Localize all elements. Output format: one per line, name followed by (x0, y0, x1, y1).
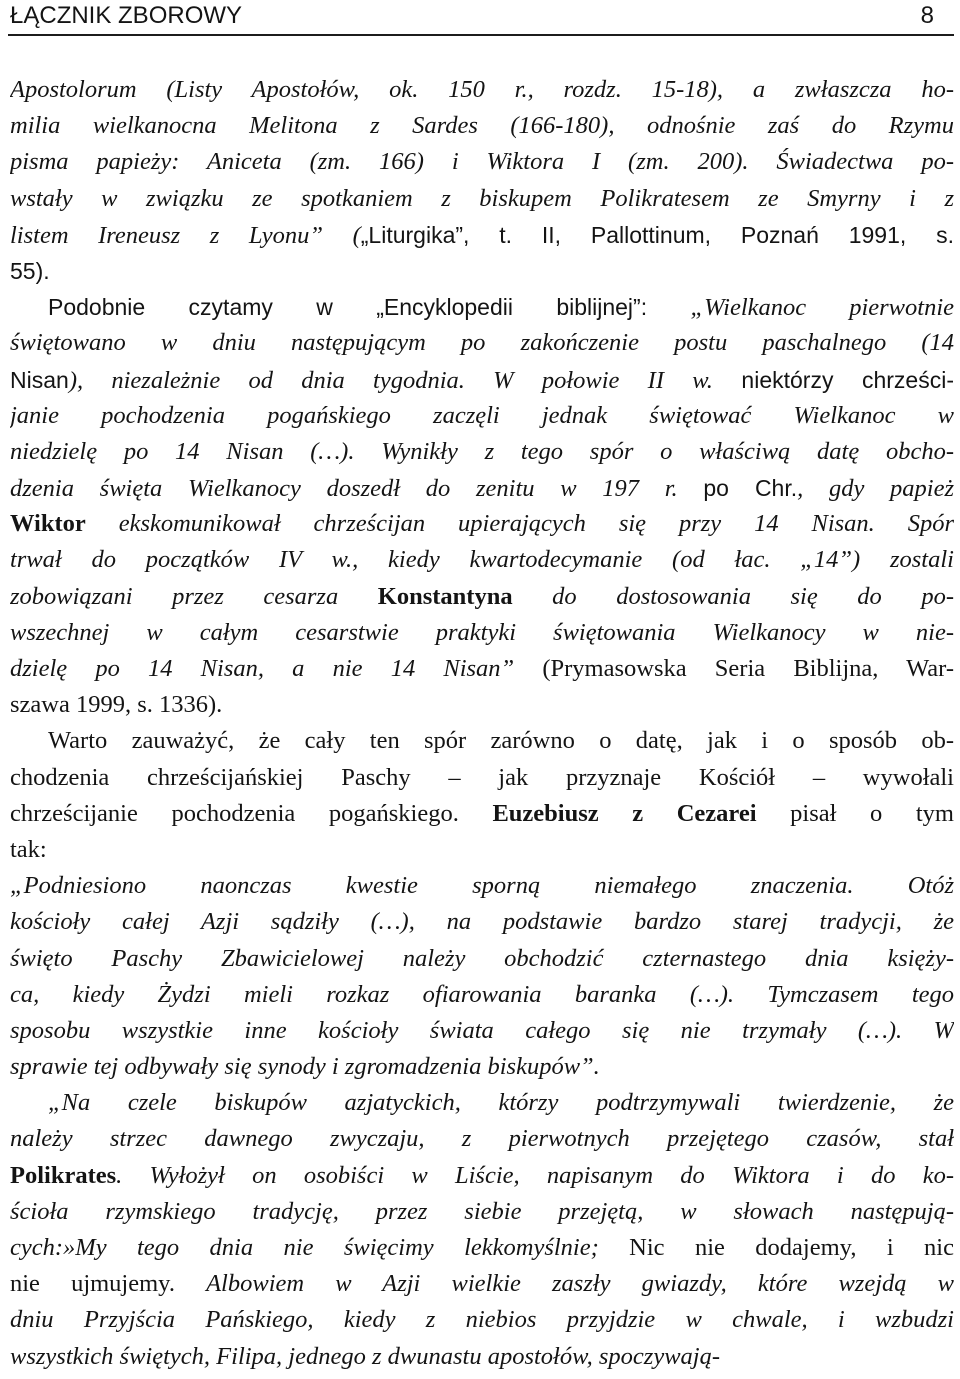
text-run: cych:»My tego dnia nie święcimy lekkomyślnie; (10, 1234, 630, 1261)
text-run: Wynikły z tego spór o właściwą datę obcho- (381, 437, 954, 465)
text-run: , kiedy kwartodecymanie (od łac. „14”) zostali (352, 546, 954, 574)
text-line (10, 542, 954, 578)
text-line (10, 108, 954, 144)
text-run: (Prymasowska Seria Biblijna, War- (514, 655, 954, 682)
text-run: Apostolorum (Listy Apostołów, ok. 150 r., rozdz. 15-18), a zwłaszcza ho- (10, 76, 954, 103)
text-line (10, 325, 954, 361)
text-run: po Chr. (703, 475, 798, 502)
text-run: 55). (10, 257, 50, 284)
text-run: „Liturgika”, t. II, Pallottinum, Poznań 1991, s. (360, 221, 954, 248)
text-line (10, 181, 954, 217)
text-run: chodzenia chrześcijańskiej Paschy – jak przyznaje Kościół – wywołali (10, 763, 954, 791)
text-run: Polikrates (10, 1161, 117, 1189)
text-run: wszystkich świętych, Filipa, jednego z dwunastu apostołów, spoczywają- (10, 1342, 720, 1370)
text-line (10, 506, 954, 542)
text-run: zobowiązani przez cesarza (10, 582, 378, 610)
text-line (10, 977, 954, 1013)
text-run: . Wyłożył on osobiści w Liście, napisanym do Wiktora i do ko- (116, 1161, 954, 1189)
text-line (10, 760, 954, 796)
text-run: chrześcijanie pochodzenia pogańskiego. (10, 799, 493, 827)
text-run: kościoły całej Azji sądziły (…), na podstawie bardzo starej tradycji, że (10, 908, 954, 936)
text-line (10, 144, 954, 180)
text-run: należy strzec dawnego zwyczaju, z pierwotnych przejętego czasów, stał (10, 1125, 954, 1153)
text-line (10, 1013, 954, 1049)
text-run: ekskomunikował chrześcijan upierających się przy 14 Nisan. Spór (85, 510, 954, 538)
text-run: niektórzy chrześci- (712, 366, 954, 393)
text-line (10, 1085, 954, 1121)
text-run: ), niezależnie od dnia tygodnia. W połowie II w. (68, 366, 713, 394)
text-run: niedzielę po 14 Nisan (…). (10, 437, 382, 465)
text-line (10, 1339, 954, 1375)
text-run: „Podniesiono naonczas kwestie sporną niemałego znaczenia. Otóż (10, 872, 954, 900)
text-run: ścioła rzymskiego tradycję, przez siebie przejętą, w słowach następują- (10, 1197, 954, 1225)
text-line (10, 253, 954, 289)
text-line (10, 615, 954, 651)
text-line (10, 217, 954, 253)
text-run: pisma papieży: Aniceta (zm. 166) i Wiktora I (zm. 200). Świadectwa po- (10, 148, 954, 176)
text-run: ca, kiedy Żydzi mieli rozkaz ofiarowania baranka (…). Tymczasem tego (10, 980, 954, 1008)
page-header (8, 0, 954, 36)
text-line (10, 1158, 954, 1194)
text-run: „Na czele biskupów azjatyckich, którzy podtrzymywali twierdzenie, że (48, 1089, 954, 1117)
text-line (10, 434, 954, 470)
text-line (10, 868, 954, 904)
text-run: sposobu wszystkie inne kościoły świata całego się nie trzymały (…). W (10, 1016, 954, 1044)
text-line (10, 1266, 954, 1302)
text-line (10, 1121, 954, 1157)
running-title: ŁĄCZNIK ZBOROWY (10, 2, 243, 29)
text-run: pisał o tym (756, 799, 954, 827)
text-run: dzenia święta Wielkanocy doszedł do zenitu w 197 r. (10, 475, 704, 503)
text-run: milia wielkanocna Melitona z Sardes (166-180), odnośnie zaś do Rzymu (10, 112, 954, 140)
text-line (10, 1302, 954, 1338)
text-line (10, 941, 954, 977)
text-run: Euzebiusz z Cezarei (492, 799, 757, 827)
text-line (10, 832, 954, 868)
text-run: Warto zauważyć, że cały ten spór zarówno o datę, jak i o sposób ob- (48, 727, 954, 755)
text-line (10, 687, 954, 723)
text-run: nie ujmujemy. (10, 1270, 207, 1298)
text-run: Albowiem w Azji wielkie zaszły gwiazdy, które wzejdą w (206, 1270, 954, 1298)
text-run: „Wielkanoc pierwotnie (690, 294, 954, 322)
text-body (10, 72, 954, 1375)
text-line (10, 398, 954, 434)
text-run: Wiktor (10, 510, 86, 538)
text-line (10, 72, 954, 108)
text-line (10, 1049, 954, 1085)
text-line (10, 470, 954, 506)
text-line (10, 796, 954, 832)
text-line (10, 289, 954, 325)
text-line (10, 723, 954, 759)
text-line (10, 362, 954, 398)
text-run: dzielę po 14 Nisan, a nie 14 Nisan” (10, 655, 515, 682)
page-number: 8 (920, 2, 934, 29)
text-run: wstały w związku ze spotkaniem z biskupem Polikratesem ze Smyrny i z (10, 184, 954, 212)
text-run: dniu Przyjścia Pańskiego, kiedy z niebios przyjdzie w chwale, i wzbudzi (10, 1306, 954, 1334)
text-line (10, 1194, 954, 1230)
text-run: trwał do początków IV w. (10, 546, 353, 574)
text-line (10, 579, 954, 615)
text-run: janie pochodzenia pogańskiego zaczęli jednak świętować Wielkanoc w (10, 401, 954, 429)
text-run: święto Paschy Zbawicielowej należy obchodzić czternastego dnia księży- (10, 944, 954, 972)
text-run: Nisan (10, 366, 69, 393)
text-run: listem Ireneusz z Lyonu” ( (10, 221, 361, 249)
text-run: do dostosowania się do po- (512, 582, 954, 610)
text-line (10, 651, 954, 687)
text-run: Podobnie czytamy w „Encyklopedii biblijnej”: (48, 294, 691, 321)
text-run: Nic nie dodajemy, i nic (629, 1234, 954, 1261)
text-run: świętowano w dniu następującym po zakończenie postu paschalnego (14 (10, 329, 954, 357)
text-line (10, 1230, 954, 1266)
text-run: wszechnej w całym cesarstwie praktyki świętowania Wielkanocy w nie- (10, 618, 954, 646)
text-run: Konstantyna (377, 582, 513, 610)
text-line (10, 904, 954, 940)
text-run: sprawie tej odbywały się synody i zgromadzenia biskupów”. (10, 1053, 600, 1081)
text-run: , gdy papież (797, 475, 954, 503)
text-run: szawa 1999, s. 1336). (10, 691, 223, 719)
text-run: tak: (10, 835, 47, 863)
